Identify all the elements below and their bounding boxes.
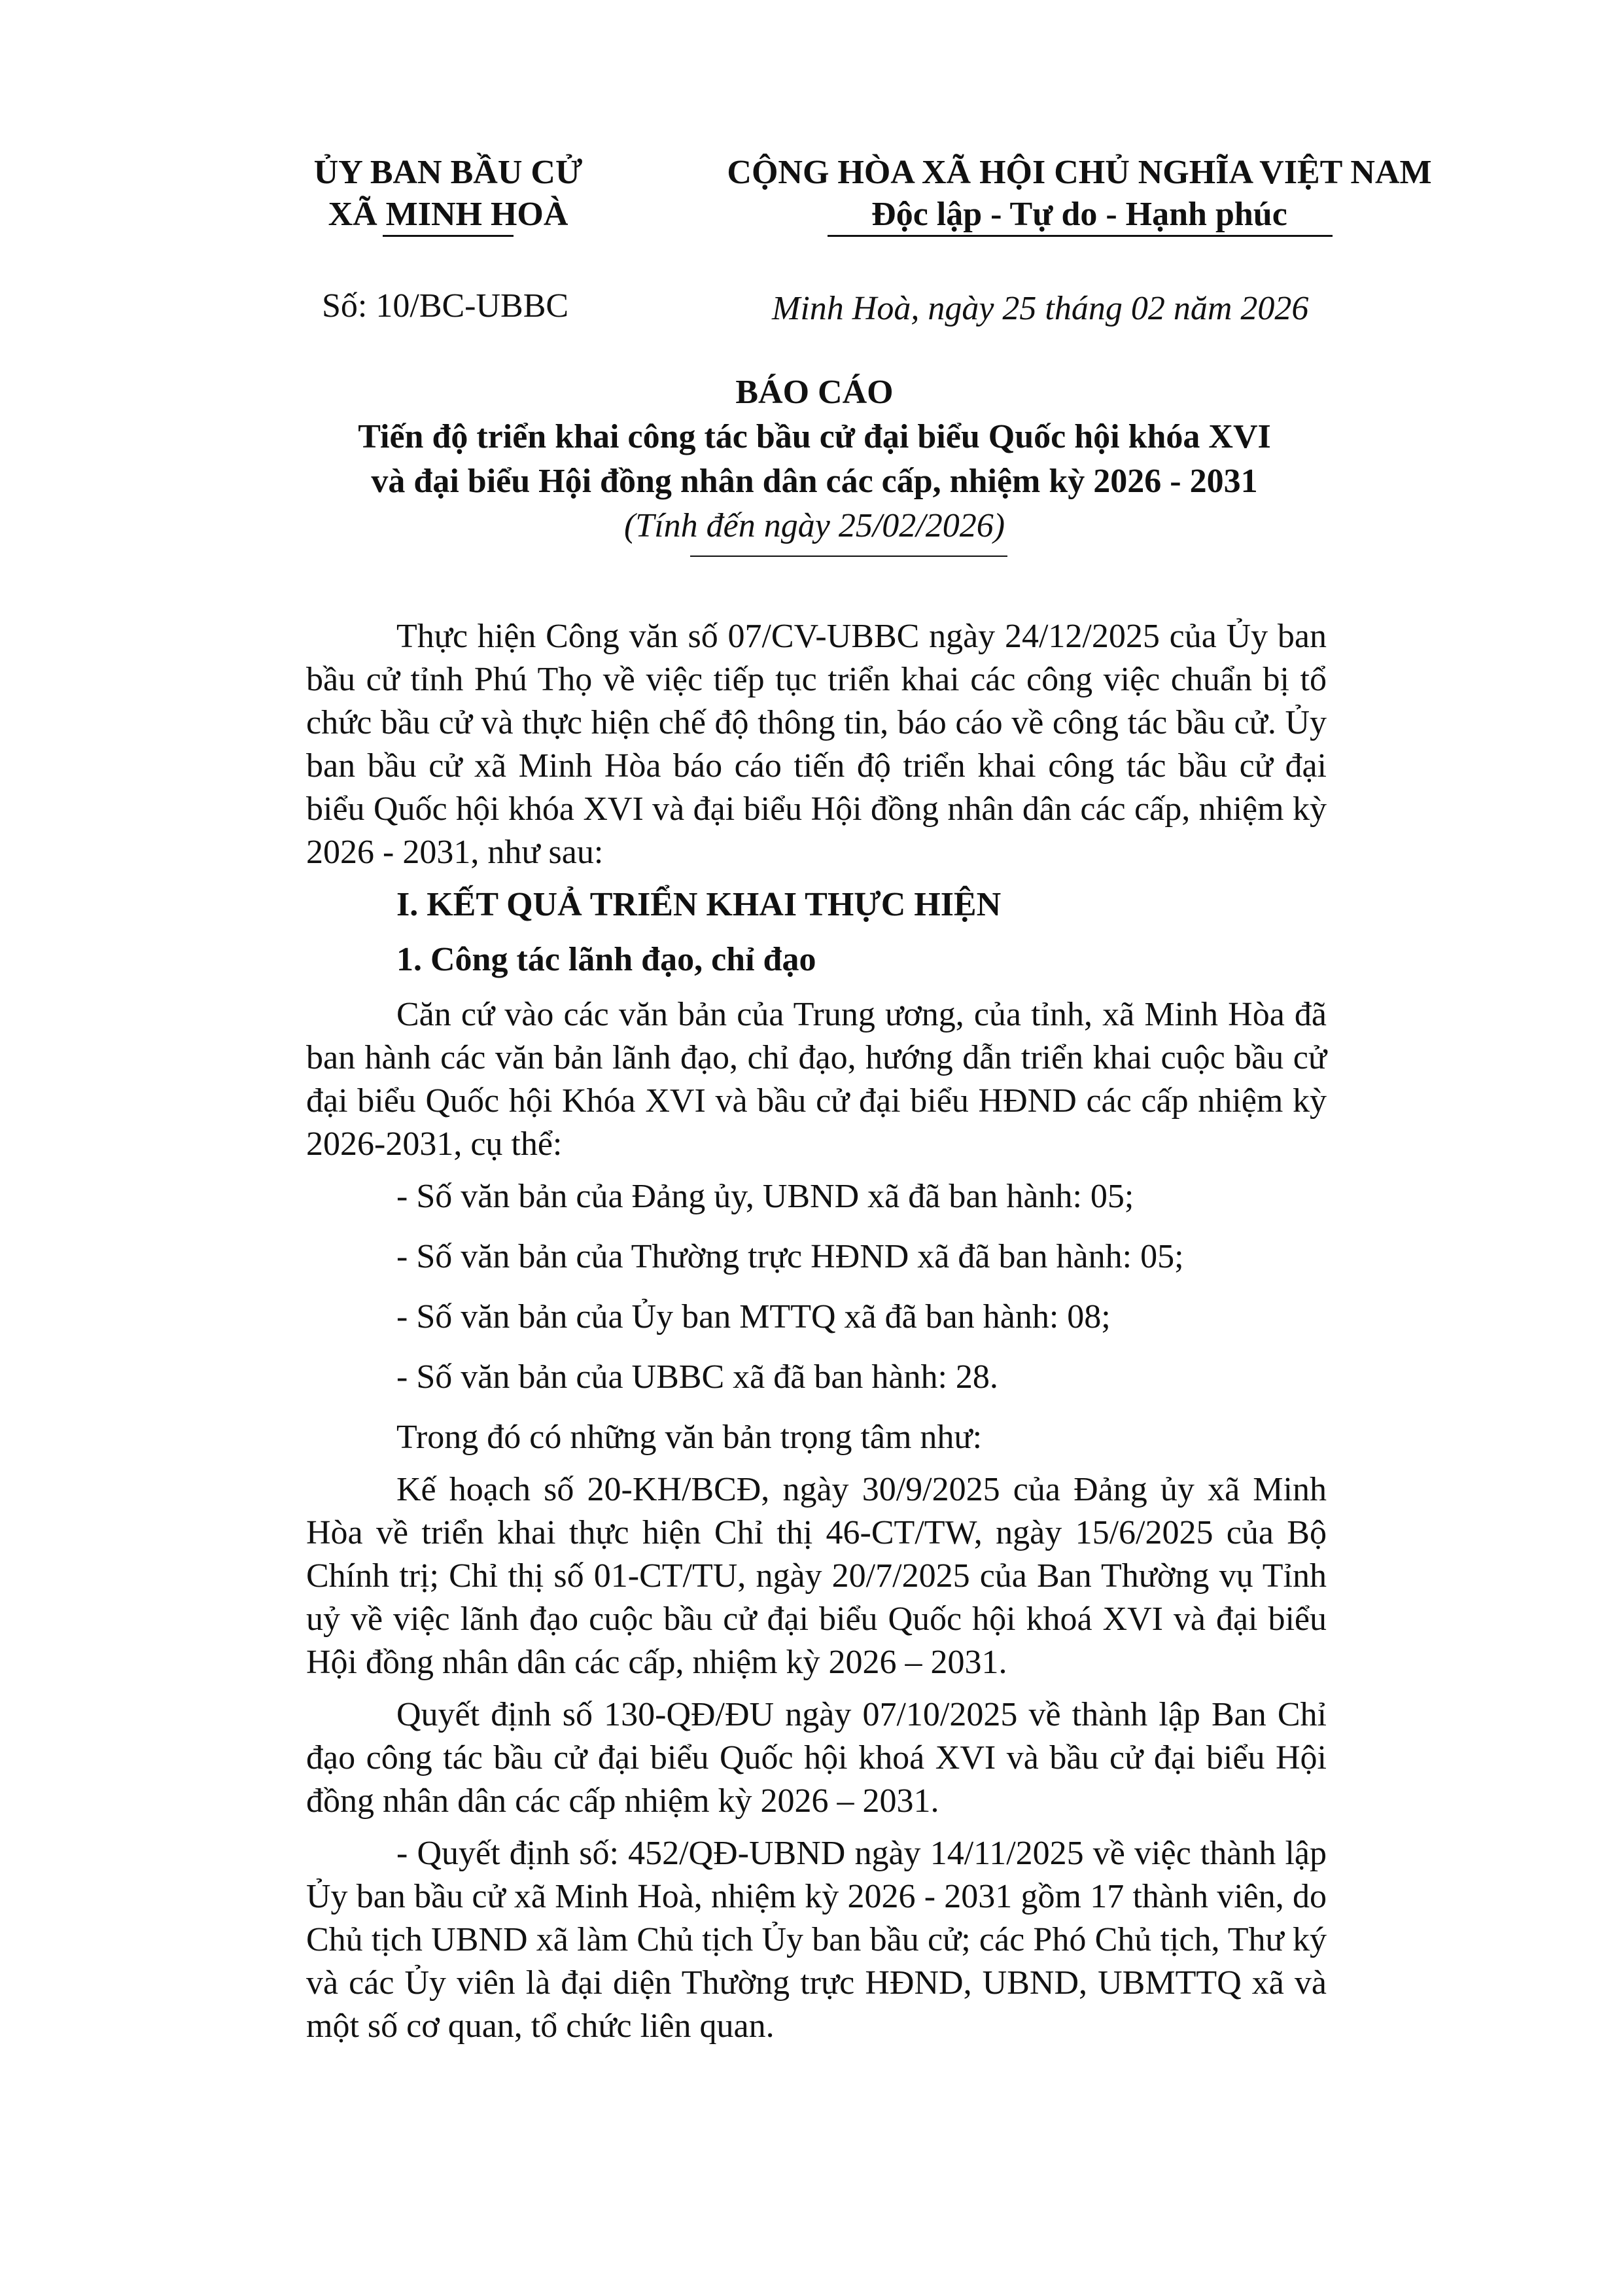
document-subject-line2: và đại biểu Hội đồng nhân dân các cấp, nhiệm kỳ 2026 - 2031 (371, 463, 1258, 500)
intro-paragraph (306, 615, 1327, 874)
national-motto-underline (828, 235, 1333, 237)
issued-documents-list (306, 1175, 1327, 1399)
section-1-heading: I. KẾT QUẢ TRIỂN KHAI THỰC HIỆN (396, 886, 1002, 923)
document-type: BÁO CÁO (735, 374, 894, 411)
plan-paragraph: Kế hoạch số 20-KH/BCĐ, ngày 30/9/2025 của Đảng ủy xã Minh Hòa về triển khai thực hiện Chỉ thị 46-CT/TW, ngày 15/6/2025 của Bộ Chính trị; Chỉ thị số 01-CT/TU, ngày 20/7/2025 của Ban Thường vụ Tỉnh uỷ về việc lãnh đạo cuộc bầu cử đại biểu Quốc hội khoá XVI và đại biểu Hội đồng nhân dân các cấp, nhiệm kỳ 2026 – 2031. (306, 1471, 1327, 1681)
document-title-block (196, 370, 1433, 548)
report-cutoff-date: (Tính đến ngày 25/02/2026) (623, 507, 1005, 544)
issuing-authority-underline (383, 235, 514, 237)
decision-452-paragraph: - Quyết định số: 452/QĐ-UBND ngày 14/11/2025 về việc thành lập Ủy ban bầu cử xã Minh Hoà, nhiệm kỳ 2026 - 2031 gồm 17 thành viên, do Chủ tịch UBND xã làm Chủ tịch Ủy ban bầu cử; các Phó Chủ tịch, Thư ký và các Ủy viên là đại diện Thường trực HĐND, UBND, UBMTTQ xã và một số cơ quan, tổ chức liên quan. (306, 1835, 1327, 2045)
list-item: - Số văn bản của Ủy ban MTTQ xã đã ban hành: 08; (396, 1298, 1111, 1335)
list-item: - Số văn bản của Đảng ủy, UBND xã đã ban hành: 05; (396, 1178, 1134, 1215)
national-motto: Độc lập - Tự do - Hạnh phúc (871, 196, 1287, 233)
list-item: - Số văn bản của UBBC xã đã ban hành: 28. (396, 1358, 998, 1396)
national-title (654, 152, 1505, 236)
document-date: Minh Hoà, ngày 25 tháng 02 năm 2026 (772, 290, 1309, 327)
issuing-authority-line2: XÃ MINH HOÀ (328, 196, 568, 233)
national-title-line1: CỘNG HÒA XÃ HỘI CHỦ NGHĨA VIỆT NAM (727, 154, 1432, 191)
basis-paragraph: Căn cứ vào các văn bản của Trung ương, của tỉnh, xã Minh Hòa đã ban hành các văn bản lãnh đạo, chỉ đạo, hướng dẫn triển khai cuộc bầu cử đại biểu Quốc hội Khóa XVI và bầu cử đại biểu HĐND các cấp nhiệm kỳ 2026-2031, cụ thể: (306, 996, 1327, 1163)
decision-130-paragraph: Quyết định số 130-QĐ/ĐU ngày 07/10/2025 về thành lập Ban Chỉ đạo công tác bầu cử đại biểu Quốc hội khoá XVI và bầu cử đại biểu Hội đồng nhân dân các cấp nhiệm kỳ 2026 – 2031. (306, 1696, 1327, 1820)
key-documents-intro: Trong đó có những văn bản trọng tâm như: (396, 1419, 983, 1456)
subsection-1-heading: 1. Công tác lãnh đạo, chỉ đạo (396, 941, 816, 978)
document-number: Số: 10/BC-UBBC (322, 287, 569, 325)
issuing-authority-line1: ỦY BAN BẦU CỬ (313, 154, 583, 191)
issuing-authority (275, 152, 621, 236)
document-body (306, 615, 1327, 2057)
intro-text: Thực hiện Công văn số 07/CV-UBBC ngày 24/12/2025 của Ủy ban bầu cử tỉnh Phú Thọ về việc tiếp tục triển khai các công việc chuẩn bị tổ chức bầu cử và thực hiện chế độ thông tin, báo cáo về công tác bầu cử. Ủy ban bầu cử xã Minh Hòa báo cáo tiến độ triển khai công tác bầu cử đại biểu Quốc hội khóa XVI và đại biểu Hội đồng nhân dân các cấp, nhiệm kỳ 2026 - 2031, như sau: (306, 618, 1327, 871)
title-underline (690, 556, 1007, 557)
list-item: - Số văn bản của Thường trực HĐND xã đã ban hành: 05; (396, 1238, 1184, 1275)
document-subject-line1: Tiến độ triển khai công tác bầu cử đại biểu Quốc hội khóa XVI (358, 418, 1271, 455)
